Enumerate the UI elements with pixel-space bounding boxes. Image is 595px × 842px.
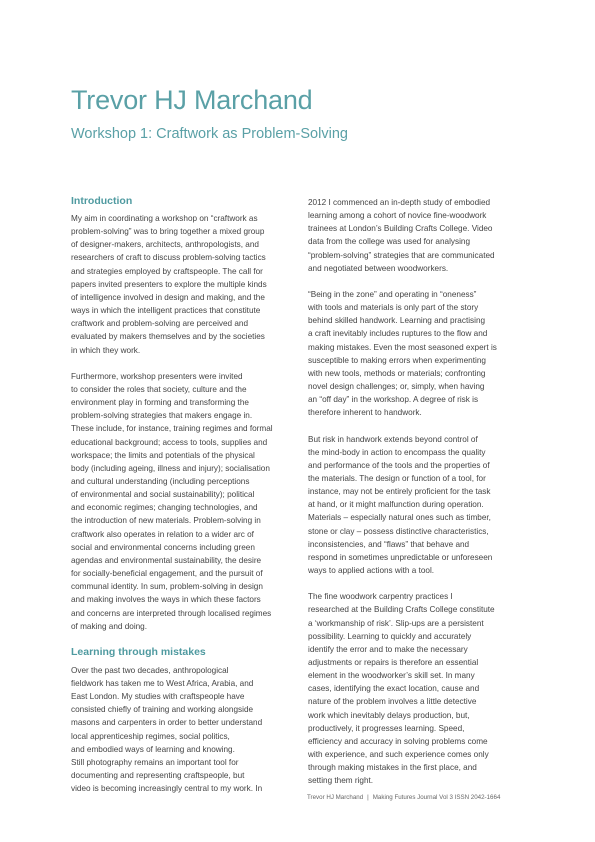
section-heading-introduction: Introduction [71, 195, 133, 207]
section-heading-learning: Learning through mistakes [71, 645, 206, 658]
paragraph: Furthermore, workshop presenters were invited to consider the roles that society, culture and the environment play in forming and transforming the problem-solving strategies that makers engage in. These include, for instance, training regimes and formal educational background; access to tools, supplies and workspace; the limits and potentials of the physical body (including ageing, illness and injury); socialisation and cultural understanding (including perceptions of environmental and social sustainability); political and economic regimes; changing technologies, and the introduction of new materials. Problem-solving in craftwork also operates in relation to a wider arc of social and environmental concerns including green agendas and environmental sustainability, the desire for socially-beneficial engagement, and the pursuit of communal identity. In sum, problem-solving in design and making involves the ways in which these factors and concerns are interpreted through localised regimes of making and doing. [71, 371, 273, 631]
right-column [308, 196, 533, 788]
footer-author: Trevor HJ Marchand [307, 794, 364, 801]
paragraph: Over the past two decades, anthropological fieldwork has taken me to West Africa, Arabia, and East London. My studies with craftspeople have consisted chiefly of training and working alongside masons and carpenters in order to better understand local apprenticeship regimes, social politics, and embodied ways of learning and knowing. Still photography remains an important tool for documenting and representing craftspeople, but video is becoming increasingly central to my work. In [71, 665, 263, 794]
paragraph: 2012 I commenced an in-depth study of embodied learning among a cohort of novice fine-woodwork trainees at London’s Building Crafts College. Video data from the college was used for analysing “problem-solving” strategies that are communicated and negotiated between woodworkers. [308, 198, 495, 273]
paragraph: But risk in handwork extends beyond control of the mind-body in action to encompass the quality and performance of the tools and the properties of the materials. The design or function of a tool, for instance, may not be entirely proficient for the task at hand, or it might malfunction during operation. Materials – especially natural ones such as timber, stone or clay – possess distinctive characteristics, inconsistencies, and “flaws” that behave and respond in sometimes unpredictable or unforeseen ways to applied actions with a tool. [308, 434, 493, 576]
paragraph: “Being in the zone” and operating in “oneness” with tools and materials is only part of the story behind skilled handwork. Learning and practising a craft inevitably includes ruptures to the flow and making mistakes. Even the most seasoned expert is susceptible to making errors when experimenting with new tools, methods or materials; confronting novel design challenges; or, simply, when having an “off day” in the workshop. A degree of risk is therefore inherent to handwork. [308, 289, 497, 418]
footer-journal: Making Futures Journal Vol 3 ISSN 2042-1664 [372, 794, 501, 801]
author-name: Trevor HJ Marchand [71, 85, 313, 115]
paragraph: My aim in coordinating a workshop on “craftwork as problem-solving” was to bring together a mixed group of designer-makers, architects, anthropologists, and researchers of craft to discuss problem-solving tactics and strategies employed by craftspeople. The call for papers invited presenters to explore the multiple kinds of intelligence involved in design and making, and the ways in which the intelligent practices that constitute craftwork and problem-solving are perceived and evaluated by makers themselves and by the societies in which they work. [71, 214, 267, 355]
paragraph: The fine woodwork carpentry practices I researched at the Building Crafts College constitute a ‘workmanship of risk’. Slip-ups are a persistent possibility. Learning to quickly and accurately identify the error and to make the necessary adjustments or repairs is therefore an essential element in the woodworker’s skill set. In many cases, identifying the exact location, cause and nature of the problem involves a little detective work which inevitably delays production, but, productively, it progresses learning. Speed, efficiency and accuracy in solving problems come with experience, and such experience comes only through making mistakes in the first place, and setting them right. [308, 592, 495, 786]
left-column [71, 195, 296, 795]
workshop-title: Workshop 1: Craftwork as Problem-Solving [71, 126, 348, 142]
page-footer [307, 793, 537, 802]
footer-separator: | [367, 794, 369, 801]
